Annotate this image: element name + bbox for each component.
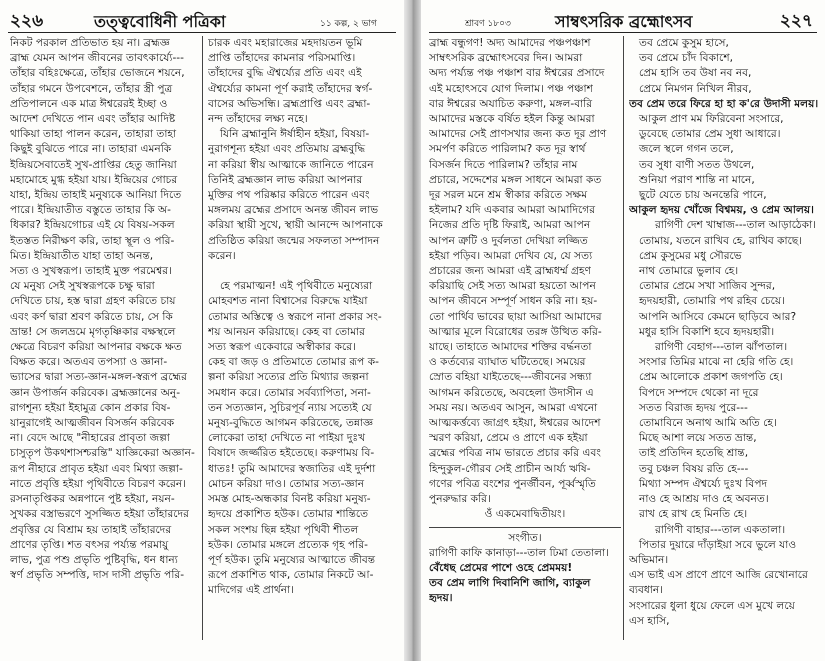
text-line: তব প্রেমে চাঁদ বিকাশে, <box>639 52 733 65</box>
text-line: করেন। <box>208 249 236 262</box>
text-line: দূর সরল মনে শ্রম স্বীকার করিতে সক্ষম <box>429 189 588 202</box>
text-line: সতত বিরাজ হৃদয় পুরে--- <box>639 401 748 414</box>
right-column-1 <box>429 36 621 656</box>
text-line: ব্রহ্মের পবিত্র নাম ভারতে প্রচার করি এবং <box>429 447 601 460</box>
text-line: রাগিণী দেশ খাম্বাজ---তাল আড়াঠেকা। <box>655 219 816 232</box>
text-line: প্রতিষ্ঠিত করিয়া জন্মের সফলতা সম্পাদন <box>208 234 380 247</box>
text-line: চারক এবং মহারাজের মহদায়তন ভূমি <box>208 37 363 49</box>
text-line: করিয়া স্থায়ী সুখে, স্থায়ী আনন্দে আপনাকে <box>208 219 383 232</box>
text-line: ইন্দ্রিয়সেবাতেই সুখ-প্রাপ্তির হেতু জানিয়া <box>10 158 177 171</box>
text-line: মিত। ইন্দ্রিয়াতীত যাহা তাহা অনন্ত, <box>10 249 154 262</box>
text-line: তব প্রেমে কুসুম হাসে, <box>639 37 729 49</box>
left-page <box>0 0 404 661</box>
text-line: আদেশ দেখিতে পান এবং তাঁহার আদিষ্ট <box>10 113 176 126</box>
text-line: সুখকর বস্ত্রাভরণে সুসজ্জিত হইয়া তাঁহারদের <box>10 508 189 521</box>
text-line: আমাদের সেই প্রাণসখার জন্য কত দূর প্রাণ <box>429 128 607 141</box>
text-line: স্বর্ণ প্রভৃতি সম্পত্তি, দাস দাসী প্রভৃতি পরি- <box>10 569 185 582</box>
text-line: মিথ্যা সম্পদ ঐশ্বর্য্যে দুঃখ বিপদ <box>639 477 768 490</box>
text-line: তিনিই ব্রহ্মজ্ঞান লাভ করিয়া আপনার <box>208 173 363 186</box>
text-line: তোমার প্রেমে সখা সাজিব সুন্দর, <box>639 280 776 293</box>
text-line: তন সত্যজ্ঞান, সুচিরপূর্ব ন্যায় সত্যেই যে <box>208 401 372 414</box>
text-line: হৃদয়হারী, তোমারি পথ রহিব চেয়ে। <box>639 295 785 308</box>
text-line: পিতার দুয়ারে দাঁড়াইয়া সবে ভুলে যাও <box>639 538 797 551</box>
text-line: মোচন করিয়া দাও। তোমার সত্য-জ্ঞান <box>208 477 365 490</box>
right-page-title: সাম্বৎসরিক ব্রহ্মোৎসব <box>555 12 693 31</box>
text-line: নিজের প্রতি দৃষ্টি ফিরাই, আমরা আপন <box>429 219 591 232</box>
text-line: রাগিণী বাহার---তাল একতালা। <box>655 523 786 536</box>
text-line: নিকট পরকাল প্রতিভাত হয় না। ব্রহ্মজ্ঞ <box>10 37 170 49</box>
book-gutter <box>404 0 421 661</box>
text-line: য়ানুরাগেই আত্মজীবন বিসর্জন করিবেক <box>10 417 175 430</box>
right-column-divider <box>623 36 624 640</box>
text-line: তাঁহাদের বুদ্ধি ঐশ্বর্য্যের প্রতি এবং এই <box>208 67 362 80</box>
text-line: মুক্তির পথ পরিষ্কার করিতে পারেন এবং <box>208 189 370 202</box>
text-line: রাগিণী বেহাগ---তাল ঝাঁপতাল। <box>655 341 788 354</box>
left-running-head <box>8 4 396 33</box>
text-line: পারে। ইন্দ্রিয়াতীত বস্তুতে তাহার কি অ- <box>10 204 171 217</box>
right-column-2 <box>629 36 821 656</box>
song-line: হৃদয়। <box>429 592 453 605</box>
left-page-number: ২২৬ <box>10 11 44 31</box>
text-line: ধিকার? ইন্দ্রিয়গোচর এই যে বিষয়-সকল <box>10 219 175 232</box>
text-line: য়াছে। তাহাতে আমাদের শক্তির বর্দ্ধনতা <box>429 341 592 354</box>
text-line: তোমার অস্তিত্বে ও স্বরূপে নানা প্রকার সং- <box>208 310 382 323</box>
right-issue-info: শ্রাবণ ১৮০৩ <box>465 19 511 29</box>
text-line: প্রাণের তৃপ্তি। শত বৎসর পর্য্যন্ত পরমায়ু <box>10 538 169 551</box>
text-line: ব্যবধান। <box>629 584 663 597</box>
text-line: যিনি ব্রহ্মানুনি ঈর্ষাহীন হইয়া, বিষয়া- <box>220 128 370 141</box>
text-line: লোকেরা তাহা দেখিতে না পাইয়া দুঃখ <box>208 432 366 445</box>
text-line: যে মনুষ্য সেই সুখস্বরূপকে চক্ষু দ্বারা <box>10 280 155 293</box>
left-page-title: তত্ত্ববোধিনী পত্রিকা <box>94 12 226 31</box>
text-line: স্রোত বহিয়া যাইতেছে---জীবনের সন্ধ্যা <box>429 371 592 384</box>
text-line: সাম্বৎসরিক ব্রহ্মোৎসবের দিন। আমরা <box>429 52 583 65</box>
text-line: প্রচারের জন্য আমরা এই ব্রাহ্মধর্ম্ম গ্রহণ <box>429 265 591 278</box>
left-column-1 <box>10 36 200 656</box>
text-line: হইয়া পড়িব। আমরা দেখিব যে, যে সত্য <box>429 249 593 262</box>
text-line: নাথ তোমারে ভুলাব হে। <box>639 265 739 278</box>
text-line: মঙ্গলময় ব্রহ্মের প্রসাদে অনন্ত জীবন লাভ <box>208 204 379 217</box>
text-line: নাও হে আশ্রয় দাও হে অবনত। <box>639 493 769 506</box>
text-line: লাভ, পুত্র পশু প্রভৃতি পুষ্টিবৃদ্ধি, ধন ধান্য <box>10 553 178 566</box>
text-line: হইলাম? যদি একবার আমরা আমাদিগের <box>429 204 596 217</box>
text-line: এস হাসি, <box>629 614 670 627</box>
text-line: ধাতঃ! তুমি আমাদের স্বজাতির এই দুর্দশা <box>208 462 376 475</box>
text-line: নন্দ তাঁহাদের লক্ষ্য নহে। <box>208 113 308 126</box>
right-page <box>421 0 825 661</box>
text-line: অভিমান। <box>629 553 669 566</box>
text-line: সময় নয়। অতএব আসুন, আমরা এখনো <box>429 401 598 414</box>
text-line: চাসুতৃপ উকথশাসশ্চরন্তি" যাজ্ঞিকেরা অজ্ঞান- <box>10 447 195 460</box>
text-line: ইতস্তত নিরীক্ষণ করি, তাহা স্থূল ও পরি- <box>10 234 175 247</box>
text-line: বিসর্জন দিতে পারিলাম? তাঁহার নাম <box>429 158 578 171</box>
text-line: ভ্রান্ত! সে জলভ্রমে মৃগতৃষ্ণিকার বক্ষস্থলে <box>10 325 176 338</box>
text-line: এস ভাই এস প্রাণে প্রাণে আজি রেখোনারে <box>629 569 808 582</box>
text-line: তাঁহার গমনে উপবেশনে, তাঁহার স্ত্রী পুত্র <box>10 82 173 95</box>
text-line: ব্রাহ্ম যেমন আপন জীবনের তাবৎকার্য্যে--- <box>10 52 184 65</box>
song-line: তব প্রেম লাগি দিবানিশি জাগি, ব্যাকুল <box>429 577 591 590</box>
text-line: স্মরণ করিয়া, প্রেমে ও প্রাণে এক হইয়া <box>429 432 588 445</box>
text-line: থাকিয়া তাহা পালন করেন, তাহারা তাহা <box>10 128 177 141</box>
text-line: তোমায়, যতনে রাখিব হে, রাখিব কাছে। <box>639 234 803 247</box>
text-line: বাসের অভিসন্ধি। ব্রহ্মপ্রাপ্তি এবং ব্রহ্মা- <box>208 97 371 110</box>
text-line: তো পার্থিব ভাবের ছায়া আসিয়া আমাদের <box>429 310 602 323</box>
text-line: মিছে আশা লয়ে সতত ভ্রান্ত, <box>639 432 757 445</box>
text-line: প্রবৃত্তির যে বিশ্রাম হয় তাহাই তাঁহারদের <box>10 523 172 536</box>
text-line: ক্ষেত্রে বিচরণ করিয়া আপনার বক্ষকে ক্ষত <box>10 341 182 354</box>
text-line: ভ্যাসের দ্বারা সত্য-জ্ঞান-মঙ্গল-স্বরূপ ব্রহ্মের <box>10 371 187 384</box>
text-line: মাদিগের এই প্রার্থনা। <box>208 584 294 597</box>
song-line: বেঁধেছ প্রেমের পাশে ওহে প্রেমময়! <box>429 561 573 574</box>
text-line: ঐশ্বর্য্যের কামনা পূর্ণ করাই তাঁহাদের স্বর্গ- <box>208 82 373 95</box>
text-line: হৃদয়ে প্রকাশিত হউক। তোমার শান্তিতে <box>208 508 369 521</box>
text-line: না। বেদে আছে "নীহারের প্রাবৃতা জল্পা <box>10 432 170 445</box>
text-line: সত্য ও সুখস্বরূপ। তাহাই মুক্ত পরমেশ্বর। <box>10 265 172 278</box>
text-line: না করিয়া স্বীয় আত্মাকে জানিতে পারেন <box>208 158 374 171</box>
text-line: ওঁ একমেবাদ্বিতীয়ং। <box>484 508 566 521</box>
text-line: আপন ত্রুটি ও দুর্বলতা দেখিয়া লজ্জিত <box>429 234 588 247</box>
text-line: রূপে প্রকাশিত থাক, তোমার নিকটে আ- <box>208 569 374 582</box>
text-line: হউক। তোমার মঙ্গলে প্রত্যেক গৃহ পরি- <box>208 538 368 551</box>
text-line: প্রাপ্তি তাঁহাদের কামনার পরিসমাপ্তি। <box>208 52 356 65</box>
text-line: জ্ঞান উপার্জন করিবেক। ব্রহ্মজ্ঞানের অনু- <box>10 386 181 399</box>
text-line: বিক্ষত করে। অতএব তপস্যা ও জ্ঞানা- <box>10 356 168 369</box>
text-line: প্রেম কুসুমের মধু সৌরভে <box>639 249 742 262</box>
text-line: সকল সংশয় ছিন্ন হইয়া পৃথিবী শীতল <box>208 523 359 536</box>
text-line: তব সুধা বাণী সতত উথলে, <box>639 158 755 171</box>
right-running-head <box>429 4 817 33</box>
text-line: আপনি আসিবে কেমনে ছাড়িবে আর? <box>639 310 797 323</box>
text-line: রসনাতৃপ্তিকর অন্নপানে পুষ্ট হইয়া, নয়ন- <box>10 493 175 506</box>
text-line: অদ্য পর্য্যন্ত পঞ্চ পঞ্চাশ বার ঈশ্বরের প্রসাদে <box>429 67 605 80</box>
text-line: সংসারের ধুলা ধুয়ে ফেলে এস মুখে লয়ে <box>629 599 795 612</box>
text-line: সমধান করে। তোমার সর্বব্যাপিতা, সনা- <box>208 386 371 399</box>
text-line: ল্পনা করিয়া সত্যের প্রতি মিথ্যার জল্পনা <box>208 371 369 384</box>
text-line: আত্মকর্ত্তব্যে জাগ্রৎ হইয়া, ঈশ্বরের আদেশ <box>429 417 601 430</box>
left-column-divider <box>202 36 203 640</box>
text-line: বিষাদে জর্জ্জরিত হইতেছে। করুণাময় বি- <box>208 447 375 460</box>
text-line: আপন জীবনে সম্পূর্ণ সাধন করি না। হয়- <box>429 295 598 308</box>
text-line: মনুষ্য-বুদ্ধিতে আগমন করিতেছে, তন্নাজ্ঞ <box>208 417 374 430</box>
text-line: মধুর হাসি বিকাশি হবে হৃদয়হারী। <box>639 325 775 338</box>
text-line: প্রচারে, সদ্দেশের মঙ্গল সাধনে আমরা কত <box>429 173 602 186</box>
song-heading: সংগীত। <box>508 531 542 544</box>
text-line: রাখ হে রাখ হে মিনতি হে। <box>639 508 748 521</box>
text-line: করিয়াছি সেই সত্য আমরা হয়তো আপন <box>429 280 596 293</box>
text-line: এই মহোৎসবে যোগ দিলাম। পঞ্চ পঞ্চাশ <box>429 82 593 95</box>
text-line: পূর্ণ হউক। তুমি মনুষ্যের আত্মাতে জীবন্ত <box>208 553 376 566</box>
text-line: ব্রাহ্ম বন্ধুগণ! অদ্য আমাদের পঞ্চপঞ্চাশ <box>429 37 591 49</box>
text-line: তাঁহার বহিঃক্ষেত্রে, তাঁহার ভোজনে শয়নে, <box>10 67 185 80</box>
left-issue-info: ১১ কল্প, ২ ভাগ <box>320 19 377 29</box>
text-line: কিছুই বুঝিতে পারে না। তাহারা এমনকি <box>10 143 172 156</box>
text-line: বিপদে সম্পদে থেকো না দূরে <box>639 386 759 399</box>
text-line: তবু চঞ্চল বিষয় রতি হে--- <box>639 462 749 475</box>
text-line: মহামোহে মুগ্ধ হইয়া যায়। ইন্দ্রিয়ের গোচর <box>10 173 178 186</box>
text-line: রাগশূন্য হইয়া ইহামুত্র কোন প্রকার বিষ- <box>10 401 171 414</box>
text-line: মোহবশত নানা বিশ্বাসের বিরুদ্ধে যাইয়া <box>208 295 368 308</box>
text-line: সংসার তিমির মাঝে না হেরি গতি হে। <box>639 356 794 369</box>
text-line: আকুল প্রাণ মম ফিরিবেনা সংসারে, <box>639 113 784 126</box>
text-line: আত্মার মূলে বিরোধের তরঙ্গ উত্থিত করি- <box>429 325 602 338</box>
text-line: প্রেম আলোকে প্রকাশ জগপতি হে। <box>639 371 783 384</box>
text-line: তাই প্রতিদিন হতেছি শ্রান্ত, <box>639 447 749 460</box>
text-line: এবং কর্ণ দ্বারা শ্রবণ করিতে চায়, সে কি <box>10 310 173 323</box>
text-line: নাতে প্রবৃত্তি হইয়া পৃথিবীতে বিচরণ করেন। <box>10 477 186 490</box>
song-raga-line: রাগিণী কাফি কানাড়া---তাল ঢিমা তেতালা। <box>429 546 609 559</box>
text-line: দেখিতে চায়, হস্ত দ্বারা গ্রহণ করিতে চায় <box>10 295 176 308</box>
text-line: যাহা, ইন্দ্রিয় তাহাই মনুষ্যকে আনিয়া দিতে <box>10 189 182 202</box>
text-line: শয় আনয়ন করিয়াছে। কেহ বা তোমার <box>208 325 365 338</box>
text-line <box>208 264 400 279</box>
text-line: সমস্ত মোহ-অন্ধকার বিনষ্ট করিয়া মনুষ্য- <box>208 493 371 506</box>
text-line: রূপ নীহারে প্রাবৃত হইয়া এবং মিথ্যা জল্পা- <box>10 462 183 475</box>
text-line: ও কর্তব্যের ব্যাঘাত ঘটিতেছে। সময়ের <box>429 356 586 369</box>
text-line: গণের পবিত্র বংশের পুনর্জীবন, পূর্ব্বস্মৃতি <box>429 477 596 490</box>
text-line: সত্য স্বরূপ একেবারে অস্বীকার করে। <box>208 341 356 354</box>
text-line: শুনিয়া পরাণ শান্তি না মানে, <box>639 173 755 186</box>
text-line: প্রতিপালনে এক মাত্র ঈশ্বরেরই ইচ্ছা ও <box>10 97 168 110</box>
text-line: আগমন করিতেছে, অবহেলা উদাসীন এ <box>429 386 594 399</box>
right-page-number: ২২৭ <box>779 11 813 31</box>
text-line: হিন্দুকুল-গৌরব সেই প্রাচীন আর্য্য ঋষি- <box>429 462 591 475</box>
text-line: ডুবেছে তোমার প্রেম সুধা আধারে। <box>639 128 781 141</box>
text-line: প্রেম হাসি তব উষা নব নব, <box>639 67 752 80</box>
text-line: প্রেমে নিমগন নিখিল নীরব, <box>639 82 752 95</box>
song-divider <box>429 527 621 528</box>
text-line: পুনরুদ্ধার করি। <box>429 493 491 506</box>
text-line: ছুটে যেতে চায় অনন্তেরি পানে, <box>639 189 767 202</box>
text-line: জলে স্থলে গগন তলে, <box>639 143 734 156</box>
text-line: আকুল হৃদয় খোঁজে বিশ্বময়, ও প্রেম আলয়। <box>629 204 814 217</box>
text-line: আমাদের মস্তকে বর্ষিত হইল কিন্তু আমরা <box>429 113 595 126</box>
text-line: তব প্রেম তরে ফিরে হা হা ক'রে উদাসী মলয়। <box>629 97 819 110</box>
text-line: বার ঈশ্বরের অযাচিত করুণা, মঙ্গল-বারি <box>429 97 593 110</box>
text-line: তোমাবিনে অনাথ আমি অতি হে। <box>639 417 777 430</box>
text-line: হে পরমাত্মন! এই পৃথিবীতে মনুষ্যেরা <box>220 280 373 293</box>
left-column-2 <box>208 36 400 656</box>
text-line: কেহ বা জড় ও প্রতিমাতে তোমার রূপ ক- <box>208 356 379 369</box>
text-line: সমর্পণ করিতে পারিলাম? কত দূর স্বার্থ <box>429 143 586 156</box>
text-line: নুরাগশূন্য হইয়া এবং প্রতিমায় ব্রহ্মবুদ্ধি <box>208 143 366 156</box>
